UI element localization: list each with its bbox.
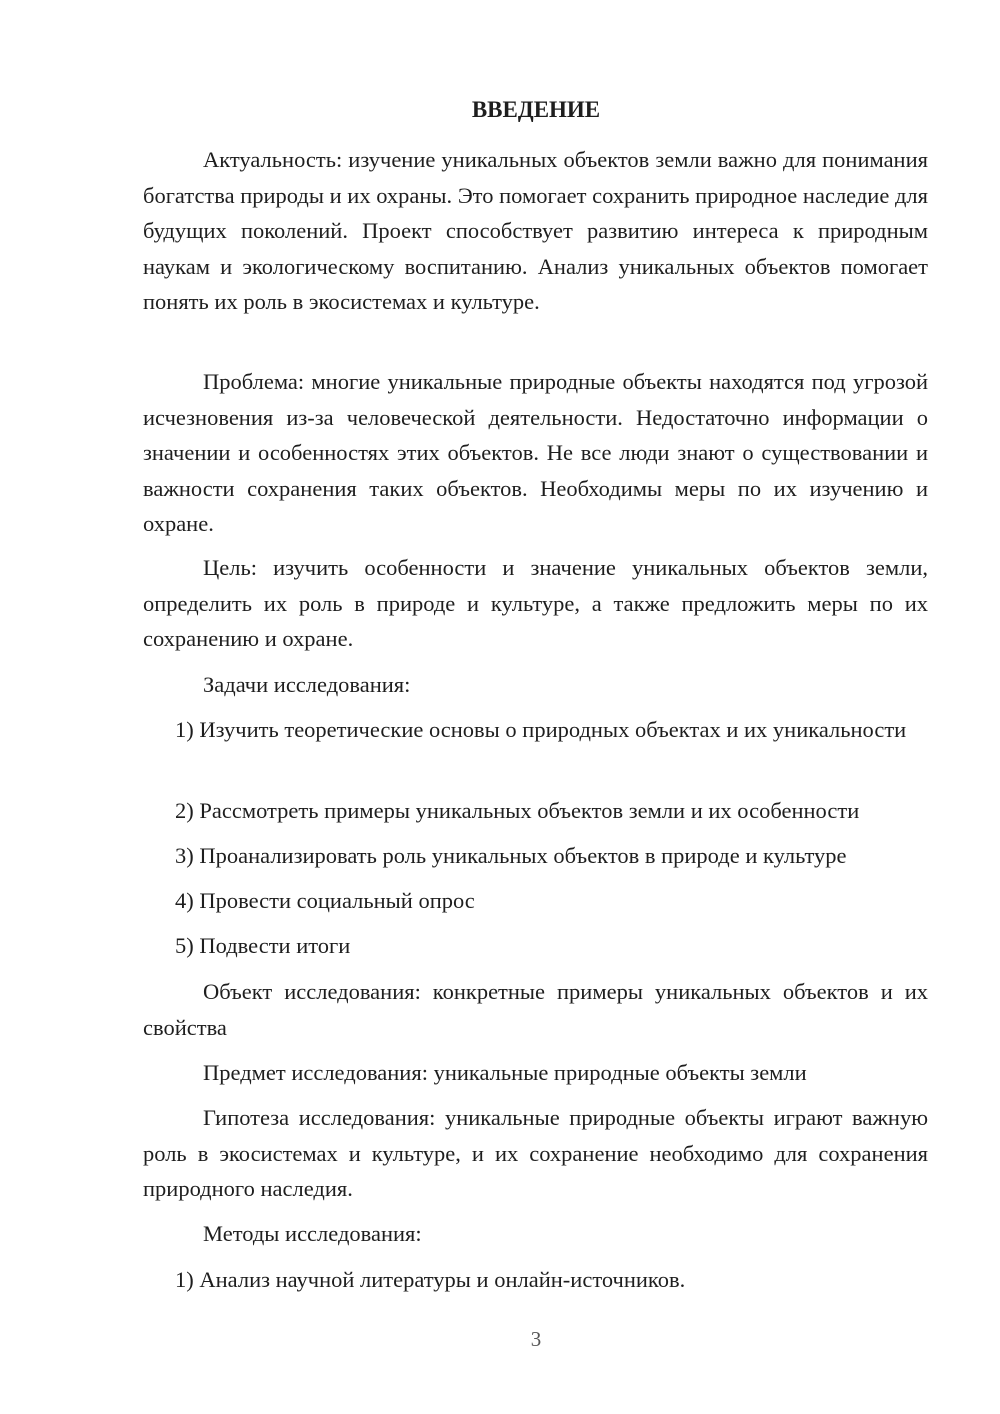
hypothesis-paragraph: Гипотеза исследования: уникальные природные объекты играют важную роль в экосистемах и культуре, и их сохранение необходимо для сохранения природного наследия. — [143, 1105, 928, 1201]
relevance-paragraph: Актуальность: изучение уникальных объектов земли важно для понимания богатства природы и их охраны. Это помогает сохранить природное наследие для будущих поколений. Проект способствует развитию интереса к природным наукам и экологическому воспитанию. Анализ уникальных объектов помогает понять их роль в экосистемах и культуре. — [143, 147, 928, 314]
task-item: 5) Подвести итоги — [175, 933, 351, 958]
page-number: 3 — [530, 1327, 542, 1351]
goal-paragraph: Цель: изучить особенности и значение уникальных объектов земли, определить их роль в природе и культуре, а также предложить меры по их сохранению и охране. — [143, 555, 928, 651]
tasks-heading: Задачи исследования: — [203, 672, 411, 697]
object-paragraph: Объект исследования: конкретные примеры уникальных объектов и их свойства — [143, 979, 928, 1040]
task-item: 4) Провести социальный опрос — [175, 888, 475, 913]
method-item: 1) Анализ научной литературы и онлайн-источников. — [175, 1267, 686, 1292]
task-item: 1) Изучить теоретические основы о природных объектах и их уникальности — [175, 717, 907, 742]
problem-paragraph: Проблема: многие уникальные природные объекты находятся под угрозой исчезновения из-за человеческой деятельности. Недостаточно информации о значении и особенностях этих объектов. Не все люди знают о существовании и важности сохранения таких объектов. Необходимы меры по их изучению и охране. — [143, 369, 928, 536]
task-item: 2) Рассмотреть примеры уникальных объектов земли и их особенности — [175, 798, 860, 823]
subject-paragraph: Предмет исследования: уникальные природные объекты земли — [203, 1060, 807, 1085]
page-title: ВВЕДЕНИЕ — [471, 97, 601, 122]
methods-heading: Методы исследования: — [203, 1221, 422, 1246]
task-item: 3) Проанализировать роль уникальных объектов в природе и культуре — [175, 843, 847, 868]
